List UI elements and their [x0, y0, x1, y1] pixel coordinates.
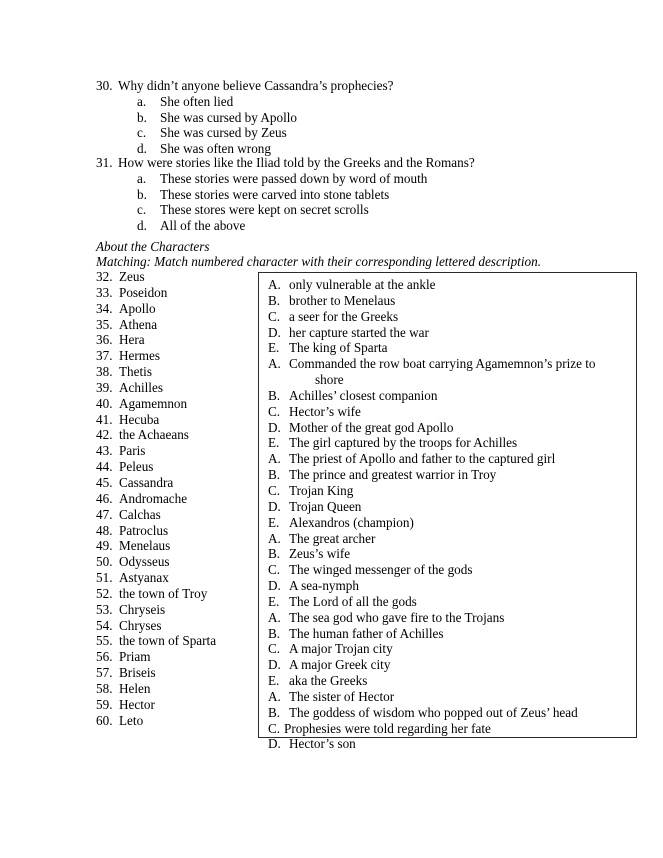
matching-item-name: Thetis [119, 364, 152, 380]
option-text: She was cursed by Zeus [160, 125, 287, 141]
description-item[interactable] [268, 499, 632, 515]
option-text: These stories were passed down by word of mouth [160, 170, 428, 186]
matching-item[interactable] [96, 427, 256, 443]
matching-item-number: 33. [96, 284, 113, 300]
matching-item-number: 45. [96, 474, 113, 490]
answer-option[interactable] [96, 171, 616, 187]
description-text: her capture started the war [289, 324, 429, 340]
description-item[interactable] [268, 325, 632, 341]
description-item[interactable] [268, 689, 632, 705]
description-text: The sister of Hector [289, 688, 395, 704]
description-letter: C. [268, 562, 281, 578]
description-item[interactable] [268, 721, 632, 737]
description-text: The king of Sparta [289, 340, 388, 356]
description-item[interactable] [268, 483, 632, 499]
matching-item-number: 58. [96, 680, 113, 696]
matching-item[interactable] [96, 317, 256, 333]
description-item[interactable] [268, 515, 632, 531]
option-text: She often lied [160, 93, 234, 109]
description-text: brother to Menelaus [289, 292, 396, 308]
description-text: Mother of the great god Apollo [289, 419, 454, 435]
description-letter: B. [268, 625, 281, 641]
matching-item-number: 54. [96, 617, 113, 633]
matching-item-number: 52. [96, 585, 113, 601]
option-letter: a. [137, 93, 147, 109]
description-item[interactable] [268, 531, 632, 547]
matching-item-number: 39. [96, 379, 113, 395]
matching-item-number: 47. [96, 506, 113, 522]
description-letter: D. [268, 498, 281, 514]
description-letter: D. [268, 657, 281, 673]
matching-item[interactable] [96, 475, 256, 491]
matching-item-name: Zeus [119, 269, 145, 284]
description-text: Prophesies were told regarding her fate [284, 720, 491, 736]
description-text: a seer for the Greeks [289, 308, 399, 324]
matching-item[interactable] [96, 633, 256, 649]
description-text: The great archer [289, 530, 376, 546]
matching-item-name: Athena [119, 316, 158, 332]
description-item[interactable] [268, 388, 632, 404]
matching-item-number: 59. [96, 696, 113, 712]
section-title: About the Characters [96, 239, 210, 254]
description-item[interactable] [268, 404, 632, 420]
matching-item[interactable] [96, 586, 256, 602]
description-text: A major Greek city [289, 657, 391, 673]
matching-item[interactable] [96, 665, 256, 681]
description-text: The prince and greatest warrior in Troy [289, 467, 497, 483]
matching-item-number: 48. [96, 522, 113, 538]
matching-item-number: 40. [96, 395, 113, 411]
description-letter: C. [268, 308, 281, 324]
description-text: Hector’s son [289, 736, 356, 752]
matching-item-number: 50. [96, 554, 113, 570]
matching-item-name: Odysseus [119, 554, 170, 570]
matching-item-name: Achilles [119, 379, 163, 395]
matching-item[interactable] [96, 412, 256, 428]
matching-item-number: 56. [96, 649, 113, 665]
matching-numbered-list [96, 269, 256, 728]
description-text: Trojan King [289, 482, 354, 498]
matching-item[interactable] [96, 459, 256, 475]
description-text: Commanded the row boat carrying Agamemnon’s prize to [289, 356, 596, 372]
matching-item-number: 60. [96, 712, 113, 728]
matching-item-number: 55. [96, 633, 113, 649]
matching-item[interactable] [96, 396, 256, 412]
description-letter: D. [268, 736, 281, 752]
description-letter: C. [268, 720, 281, 736]
matching-item-name: Hector [119, 696, 155, 712]
description-letter: B. [268, 387, 281, 403]
description-text: Trojan Queen [289, 498, 362, 514]
description-text: The winged messenger of the gods [289, 562, 473, 578]
description-item[interactable] [268, 356, 632, 372]
option-text: She was cursed by Apollo [160, 109, 297, 125]
matching-item-number: 51. [96, 570, 113, 586]
matching-item-name: Hecuba [119, 411, 160, 427]
option-letter: d. [137, 141, 147, 157]
matching-item-name: Leto [119, 712, 144, 728]
matching-item-name: Priam [119, 649, 151, 665]
description-letter: E. [268, 514, 280, 530]
question-block-31 [96, 155, 616, 234]
description-text: The goddess of wisdom who popped out of Zeus’ head [289, 704, 578, 720]
option-text: These stories were carved into stone tablets [160, 186, 390, 202]
question-stem [96, 155, 616, 171]
description-item[interactable] [268, 467, 632, 483]
matching-item-number: 49. [96, 538, 113, 554]
description-letter: D. [268, 324, 281, 340]
matching-item-name: Agamemnon [119, 395, 188, 411]
matching-item-number: 38. [96, 364, 113, 380]
description-letter: A. [268, 277, 281, 292]
description-item[interactable] [268, 562, 632, 578]
matching-item[interactable] [96, 269, 256, 285]
description-letter: E. [268, 435, 280, 451]
answer-option[interactable] [96, 187, 616, 203]
description-item[interactable] [268, 736, 632, 752]
matching-item[interactable] [96, 364, 256, 380]
matching-item[interactable] [96, 681, 256, 697]
matching-item-name: Apollo [119, 300, 156, 316]
question-number: 30. [96, 78, 113, 93]
question-block-30 [96, 78, 616, 157]
description-letter: E. [268, 340, 280, 356]
matching-item[interactable] [96, 570, 256, 586]
answer-option[interactable] [96, 94, 616, 110]
description-letter: B. [268, 546, 281, 562]
question-number: 31. [96, 155, 113, 170]
matching-item-number: 37. [96, 348, 113, 364]
matching-item[interactable] [96, 301, 256, 317]
description-item[interactable] [268, 451, 632, 467]
matching-item-name: the town of Troy [119, 585, 208, 601]
matching-item[interactable] [96, 332, 256, 348]
description-text-continuation: shore [315, 372, 344, 388]
matching-item[interactable] [96, 491, 256, 507]
matching-item-name: Cassandra [119, 474, 174, 490]
matching-item-number: 43. [96, 443, 113, 459]
description-letter: A. [268, 356, 281, 372]
description-item[interactable] [268, 546, 632, 562]
matching-item[interactable] [96, 649, 256, 665]
description-item[interactable] [268, 293, 632, 309]
description-letter: C. [268, 403, 281, 419]
option-text: She was often wrong [160, 141, 271, 157]
matching-item-name: Peleus [119, 459, 154, 475]
description-text: A sea-nymph [289, 578, 359, 594]
question-stem [96, 78, 616, 94]
matching-item-name: Patroclus [119, 522, 169, 538]
description-item[interactable] [268, 340, 632, 356]
matching-item-number: 32. [96, 269, 113, 284]
description-letter: A. [268, 688, 281, 704]
description-text: Achilles’ closest companion [289, 387, 438, 403]
description-text: Hector’s wife [289, 403, 361, 419]
matching-item[interactable] [96, 538, 256, 554]
description-text: The girl captured by the troops for Achilles [289, 435, 518, 451]
option-letter: d. [137, 218, 147, 234]
description-item[interactable] [268, 420, 632, 436]
description-item[interactable] [268, 705, 632, 721]
description-item[interactable] [268, 309, 632, 325]
description-text: Alexandros (champion) [289, 514, 414, 530]
matching-item-number: 34. [96, 300, 113, 316]
matching-item-number: 35. [96, 316, 113, 332]
option-text: These stores were kept on secret scrolls [160, 202, 369, 218]
answer-option[interactable] [96, 110, 616, 126]
matching-item-number: 42. [96, 427, 113, 443]
option-letter: b. [137, 109, 147, 125]
matching-instructions: Matching: Match numbered character with their corresponding lettered description. [96, 254, 541, 269]
description-letter: B. [268, 704, 281, 720]
description-text: The human father of Achilles [289, 625, 444, 641]
description-item[interactable] [268, 626, 632, 642]
description-item[interactable] [268, 610, 632, 626]
description-letter: C. [268, 641, 281, 657]
matching-item[interactable] [96, 507, 256, 523]
description-letter: D. [268, 578, 281, 594]
matching-item-name: Chryseis [119, 601, 166, 617]
description-item[interactable] [268, 578, 632, 594]
matching-item-name: Chryses [119, 617, 162, 633]
matching-item-name: Astyanax [119, 570, 169, 586]
answer-option[interactable] [96, 202, 616, 218]
option-letter: c. [137, 125, 147, 141]
matching-item-name: the town of Sparta [119, 633, 217, 649]
matching-item[interactable] [96, 618, 256, 634]
matching-item-name: Helen [119, 680, 151, 696]
matching-item-name: Menelaus [119, 538, 171, 554]
matching-item-number: 53. [96, 601, 113, 617]
description-letter: E. [268, 673, 280, 689]
description-item[interactable] [268, 641, 632, 657]
matching-item-name: Hermes [119, 348, 161, 364]
description-letter: E. [268, 593, 280, 609]
description-item[interactable] [268, 435, 632, 451]
description-letter: C. [268, 482, 281, 498]
answer-option[interactable] [96, 218, 616, 234]
description-letter: D. [268, 419, 281, 435]
matching-item-name: the Achaeans [119, 427, 189, 443]
description-text: The sea god who gave fire to the Trojans [289, 609, 505, 625]
description-text: Zeus’s wife [289, 546, 351, 562]
matching-item-name: Calchas [119, 506, 161, 522]
description-letter: A. [268, 451, 281, 467]
description-item[interactable] [268, 594, 632, 610]
matching-item-name: Andromache [119, 490, 188, 506]
matching-item[interactable] [96, 380, 256, 396]
description-letter: B. [268, 292, 281, 308]
option-letter: a. [137, 170, 147, 186]
description-letter: B. [268, 467, 281, 483]
matching-item-name: Briseis [119, 665, 156, 681]
matching-item[interactable] [96, 348, 256, 364]
description-item[interactable] [268, 673, 632, 689]
matching-item-name: Poseidon [119, 284, 168, 300]
description-item[interactable] [268, 277, 632, 293]
matching-item-number: 44. [96, 459, 113, 475]
matching-item[interactable] [96, 443, 256, 459]
question-text: How were stories like the Iliad told by the Greeks and the Romans? [118, 155, 475, 170]
matching-item[interactable] [96, 713, 256, 729]
question-text: Why didn’t anyone believe Cassandra’s prophecies? [118, 78, 394, 93]
matching-item-number: 57. [96, 665, 113, 681]
description-text: The Lord of all the gods [289, 593, 417, 609]
matching-item-number: 41. [96, 411, 113, 427]
description-text: The priest of Apollo and father to the captured girl [289, 451, 556, 467]
matching-item[interactable] [96, 285, 256, 301]
matching-item-name: Hera [119, 332, 145, 348]
matching-item-number: 36. [96, 332, 113, 348]
option-text: All of the above [160, 218, 246, 234]
description-text: A major Trojan city [289, 641, 393, 657]
option-letter: b. [137, 186, 147, 202]
matching-item-name: Paris [119, 443, 146, 459]
option-letter: c. [137, 202, 147, 218]
matching-description-box [258, 272, 637, 752]
matching-item[interactable] [96, 523, 256, 539]
matching-item[interactable] [96, 602, 256, 618]
description-letter: A. [268, 530, 281, 546]
matching-description-list [268, 277, 632, 752]
matching-item-number: 46. [96, 490, 113, 506]
matching-item[interactable] [96, 554, 256, 570]
answer-option[interactable] [96, 125, 616, 141]
description-text: only vulnerable at the ankle [289, 277, 436, 292]
description-text: aka the Greeks [289, 673, 368, 689]
matching-item[interactable] [96, 697, 256, 713]
description-item[interactable] [268, 657, 632, 673]
description-letter: A. [268, 609, 281, 625]
